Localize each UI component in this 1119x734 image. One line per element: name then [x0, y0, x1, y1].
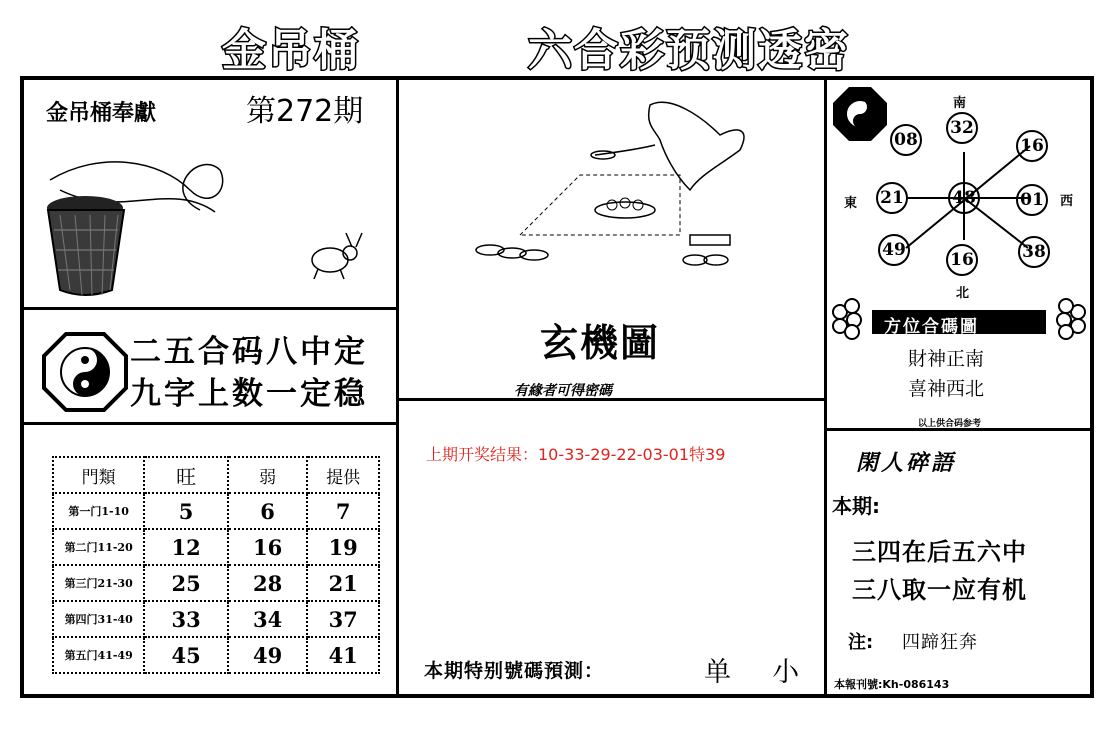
idle-line-1: 三四在后五六中: [852, 538, 1027, 566]
last-result: 上期开奖结果：10-33-29-22-03-01特39: [426, 445, 726, 464]
cell-ruo: 6: [228, 493, 308, 529]
compass-number-c: 48: [948, 182, 980, 214]
cell-tigong: 21: [307, 565, 379, 601]
cell-tigong: 37: [307, 601, 379, 637]
compass-number-s: 16: [946, 244, 978, 276]
idle-title: 閑人碎語: [856, 450, 957, 476]
row-label: 第四门31-40: [53, 601, 144, 637]
cell-ruo: 49: [228, 637, 308, 673]
cell-tigong: 7: [307, 493, 379, 529]
brand-present: 金吊桶奉獻: [46, 101, 157, 126]
divider-left: [396, 80, 399, 694]
compass-number-se: 38: [1018, 236, 1050, 268]
verse-line-2: 九字上数一定稳: [130, 376, 368, 412]
doors-table: [52, 456, 380, 674]
divider-left-1: [24, 307, 398, 310]
brand-title: 金吊桶: [222, 25, 360, 76]
table-row: [53, 565, 379, 601]
note-label: 注:: [848, 632, 874, 653]
compass-line-1: 財神正南: [908, 348, 985, 370]
cell-wang: 5: [144, 493, 228, 529]
compass-number-e: 01: [1016, 184, 1048, 216]
table-header-row: [53, 457, 379, 493]
compass-banner: 方位合碼圖: [884, 317, 979, 337]
mystery-illustration: [460, 95, 760, 275]
mystery-title: 玄機圖: [540, 320, 661, 365]
bucket-illustration: [40, 150, 390, 300]
compass-number-w: 21: [876, 182, 908, 214]
idle-line-2: 三八取一应有机: [852, 576, 1027, 604]
header-cell: 旺: [144, 457, 228, 493]
cell-ruo: 34: [228, 601, 308, 637]
cell-wang: 12: [144, 529, 228, 565]
table-row: [53, 637, 379, 673]
row-label: 第三门21-30: [53, 565, 144, 601]
verse-line-1: 二五合码八中定: [130, 334, 368, 370]
header-cell: 弱: [228, 457, 308, 493]
special-label: 本期特别號碼預測：: [424, 660, 605, 682]
compass-note: 以上供合码参考: [918, 419, 982, 429]
cell-tigong: 41: [307, 637, 379, 673]
issue-number: 第272期: [246, 94, 364, 129]
publication-code: 本報刊號:Kh-086143: [834, 678, 950, 691]
cell-wang: 25: [144, 565, 228, 601]
row-label: 第五门41-49: [53, 637, 144, 673]
mystery-caption: 有緣者可得密碼: [514, 383, 612, 399]
direction-west: 西: [1060, 194, 1074, 209]
compass-number-nw: 08: [890, 124, 922, 156]
yin-yang-icon: [42, 332, 128, 412]
divider-left-2: [24, 422, 398, 425]
divider-right: [824, 80, 827, 694]
direction-east: 東: [844, 196, 858, 211]
cell-wang: 45: [144, 637, 228, 673]
header-cell: 門類: [53, 457, 144, 493]
table-row: [53, 529, 379, 565]
header-cell: 提供: [307, 457, 379, 493]
table-row: [53, 493, 379, 529]
direction-south: 南: [953, 96, 967, 111]
row-label: 第一门1-10: [53, 493, 144, 529]
table-row: [53, 601, 379, 637]
row-label: 第二门11-20: [53, 529, 144, 565]
cell-ruo: 28: [228, 565, 308, 601]
cell-tigong: 19: [307, 529, 379, 565]
direction-north: 北: [956, 286, 970, 301]
compass-number-n: 32: [946, 112, 978, 144]
page-title: 六合彩预测透密: [528, 25, 850, 76]
this-issue-label: 本期:: [832, 494, 880, 518]
compass-number-ne: 16: [1016, 130, 1048, 162]
cell-ruo: 16: [228, 529, 308, 565]
special-value: 单 小: [704, 657, 808, 688]
compass-line-2: 喜神西北: [908, 378, 985, 400]
note-value: 四蹄狂奔: [902, 632, 978, 653]
cell-wang: 33: [144, 601, 228, 637]
divider-center: [399, 398, 825, 401]
compass-number-sw: 49: [878, 234, 910, 266]
